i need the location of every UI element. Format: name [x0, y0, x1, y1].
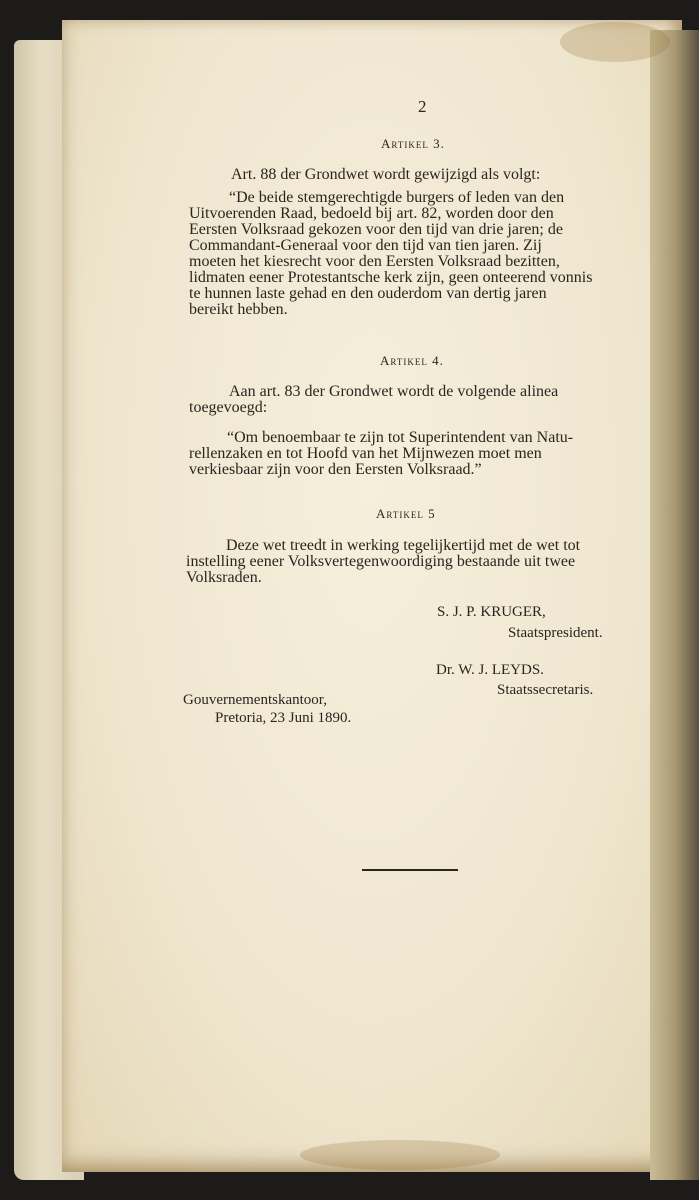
- signature-title-kruger: Staatspresident.: [508, 625, 603, 641]
- artikel-4-intro: [189, 384, 647, 416]
- artikel-4-quote: [189, 430, 647, 478]
- signature-title-leyds: Staatssecretaris.: [497, 682, 594, 698]
- body-line: Volksraden.: [186, 569, 262, 586]
- signature-name-kruger: S. J. P. KRUGER,: [437, 604, 546, 620]
- page-number: 2: [418, 97, 427, 116]
- artikel-3-intro: Art. 88 der Grondwet wordt gewijzigd als volgt:: [231, 166, 541, 183]
- quote-line: Uitvoerenden Raad, bedoeld bij art. 82, worden door den: [189, 205, 554, 222]
- body-line: instelling eener Volksvertegenwoordiging bestaande uit twee: [186, 553, 576, 570]
- quote-line: rellenzaken en tot Hoofd van het Mijnwezen moet men: [189, 445, 542, 462]
- signature-name-leyds: Dr. W. J. LEYDS.: [436, 662, 544, 678]
- quote-line: moeten het kiesrecht voor den Eersten Volksraad bezitten,: [189, 253, 560, 270]
- quote-line: lidmaten eener Protestantsche kerk zijn, geen onteerend vonnis: [189, 269, 593, 286]
- quote-line: Eersten Volksraad gekozen voor den tijd van drie jaren; de: [189, 221, 563, 238]
- office-name: Gouvernementskantoor,: [183, 692, 327, 708]
- quote-line: bereikt hebben.: [189, 301, 288, 318]
- quote-line: verkiesbaar zijn voor den Eersten Volksraad.”: [189, 461, 482, 478]
- artikel-4-heading: Artikel 4.: [380, 353, 444, 368]
- closing-rule: [362, 869, 458, 871]
- intro-line: toegevoegd:: [189, 399, 268, 416]
- quote-line: “De beide stemgerechtigde burgers of leden van den: [229, 189, 565, 206]
- artikel-5-heading: Artikel 5: [376, 506, 436, 521]
- artikel-3-heading: Artikel 3.: [381, 136, 445, 151]
- quote-line: “Om benoembaar te zijn tot Superintendent van Natu-: [227, 429, 574, 446]
- quote-line: Commandant-Generaal voor den tijd van tien jaren. Zij: [189, 237, 542, 254]
- place-date: Pretoria, 23 Juni 1890.: [215, 710, 352, 726]
- body-line: Deze wet treedt in werking tegelijkertijd met de wet tot: [226, 537, 581, 554]
- artikel-3-quote: [189, 190, 647, 318]
- intro-line: Aan art. 83 der Grondwet wordt de volgende alinea: [229, 383, 559, 400]
- artikel-5-body: [186, 538, 646, 586]
- quote-line: te hunnen laste gehad en den ouderdom van dertig jaren: [189, 285, 547, 302]
